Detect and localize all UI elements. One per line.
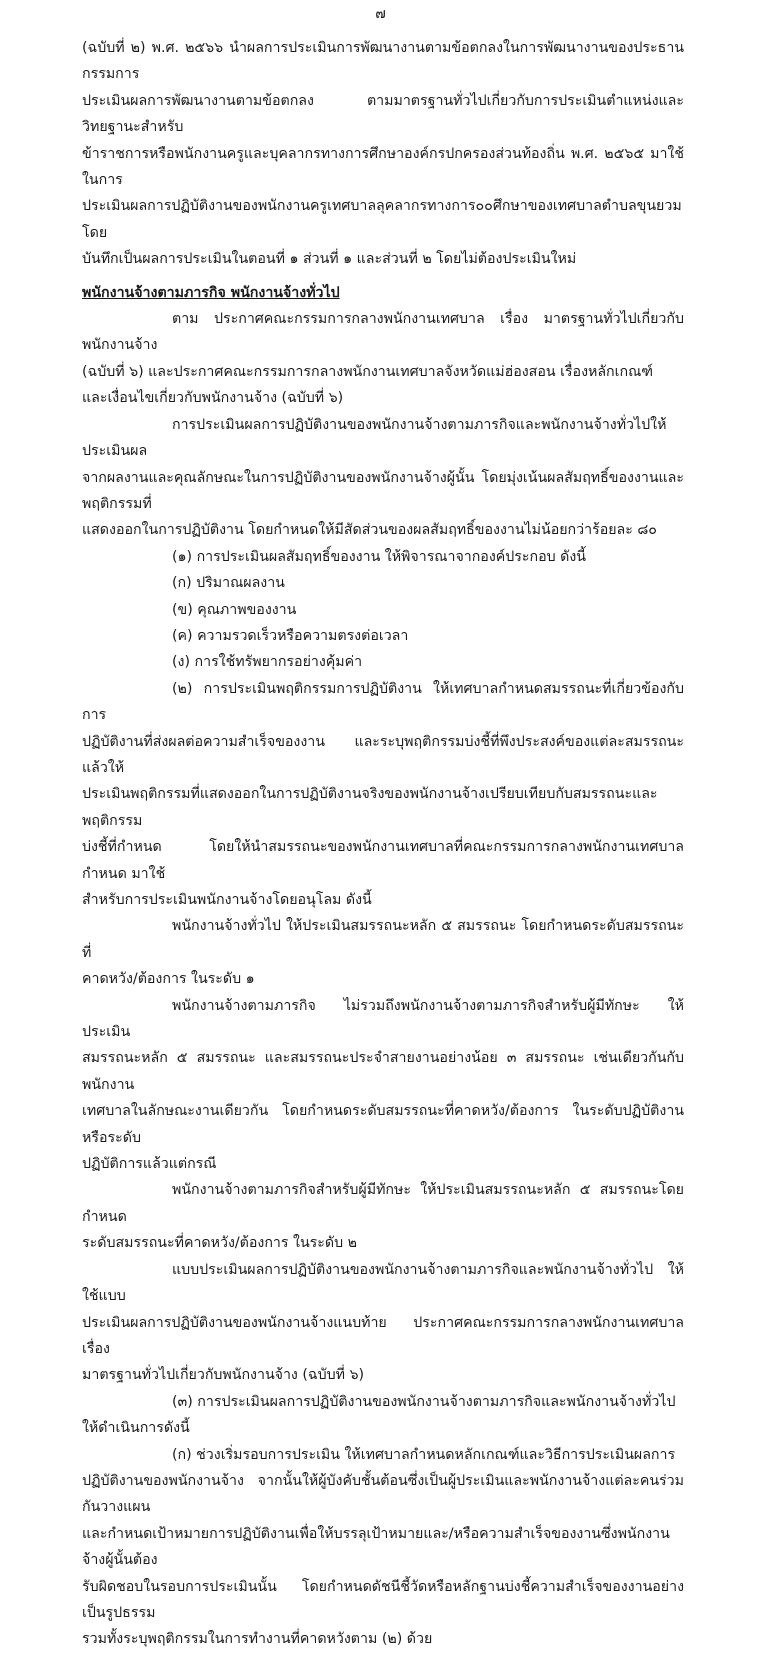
text-line: จากผลงานและคุณลักษณะในการปฏิบัติงานของพนักงานจ้างผู้นั้น โดยมุ่งเน้นผลสัมฤทธิ์ของงานและพฤติกรรมที่ [82, 469, 684, 512]
text-line: ข้าราชการหรือพนักงานครูและบุคลากรทางการศึกษาองค์กรปกครองส่วนท้องถิ่น พ.ศ. ๒๕๖๕ มาใช้ในการ [82, 145, 684, 189]
text-line: สำหรับการประเมินพนักงานจ้างโดยอนุโลม ดังนี้ [82, 892, 372, 908]
text-line: (๒) การประเมินพฤติกรรมการปฏิบัติงาน ให้เทศบาลกำหนดสมรรถนะที่เกี่ยวข้องกับการ [82, 680, 684, 724]
text-line: พนักงานจ้างทั่วไป ให้ประเมินสมรรถนะหลัก ๕ สมรรถนะ โดยกำหนดระดับสมรรถนะที่ [82, 918, 684, 961]
text-line: (ค) ความรวดเร็วหรือความตรงต่อเวลา [172, 627, 409, 644]
text-line: แบบประเมินผลการปฏิบัติงานของพนักงานจ้างตามภารกิจและพนักงานจ้างทั่วไป ให้ใช้แบบ [82, 1261, 684, 1305]
text-line: คาดหวัง/ต้องการ ในระดับ ๑ [82, 971, 255, 988]
text-line: การประเมินผลการปฏิบัติงานของพนักงานจ้างตามภารกิจและพนักงานจ้างทั่วไปให้ประเมินผล [82, 416, 667, 460]
text-line: รับผิดชอบในรอบการประเมินนั้น โดยกำหนดดัชนีชี้วัดหรือหลักฐานบ่งชี้ความสำเร็จของงานอย่างเป็นรูปธรรม [82, 1578, 684, 1621]
text-line: (ฉบับที่ ๖) และประกาศคณะกรรมการกลางพนักงานเทศบาลจังหวัดแม่ฮ่องสอน เรื่องหลักเกณฑ์ [82, 363, 654, 380]
text-line: รวมทั้งระบุพฤติกรรมในการทำงานที่คาดหวังตาม (๒) ด้วย [82, 1631, 433, 1648]
text-line: และเงื่อนไขเกี่ยวกับพนักงานจ้าง (ฉบับที่ ๖) [82, 390, 344, 407]
text-line: และกำหนดเป้าหมายการปฏิบัติงานเพื่อให้บรรลุเป้าหมายและ/หรือความสำเร็จของงานซึ่งพนักงานจ้างผู้นั้นต้อง [82, 1525, 670, 1569]
page-number: ๗ [375, 6, 386, 22]
text-line: ปฏิบัติงานของพนักงานจ้าง จากนั้นให้ผู้บังคับชั้นต้อนซึ่งเป็นผู้ประเมินและพนักงานจ้างแต่ละคนร่วมกันวางแผน [82, 1472, 684, 1516]
text-line: ประเมินผลการพัฒนางานตามข้อตกลง ตามมาตรฐานทั่วไปเกี่ยวกับการประเมินตำแหน่งและวิทยฐานะสำหรับ [82, 92, 684, 136]
section-heading: พนักงานจ้างตามภารกิจ พนักงานจ้างทั่วไป [82, 284, 340, 301]
text-line: (๓) การประเมินผลการปฏิบัติงานของพนักงานจ้างตามภารกิจและพนักงานจ้างทั่วไป [172, 1393, 676, 1410]
text-line: (ก) ปริมาณผลงาน [172, 575, 285, 592]
text-line: ประเมินผลการปฏิบัติงานของพนักงานครูเทศบาลลุคลากรทางการ๐๐ศึกษาของเทศบาลตำบลขุนยวม โดย [82, 198, 682, 241]
text-line: บ่งชี้ที่กำหนด โดยให้นำสมรรถนะของพนักงานเทศบาลที่คณะกรรมการกลางพนักงานเทศบาลกำหนด มาใช้ [82, 839, 684, 882]
text-line: (ก) ช่วงเริ่มรอบการประเมิน ให้เทศบาลกำหนดหลักเกณฑ์และวิธีการประเมินผลการ [172, 1446, 676, 1463]
text-line: บันทึกเป็นผลการประเมินในตอนที่ ๑ ส่วนที่ ๑ และส่วนที่ ๒ โดยไม่ต้องประเมินใหม่ [82, 251, 577, 268]
text-line: ให้ดำเนินการดังนี้ [82, 1420, 190, 1437]
text-line: ระดับสมรรถนะที่คาดหวัง/ต้องการ ในระดับ ๒ [82, 1235, 357, 1252]
intro-paragraph [82, 35, 684, 273]
text-line: ปฏิบัติงานที่ส่งผลต่อความสำเร็จของงาน และระบุพฤติกรรมบ่งชี้ที่พึงประสงค์ของแต่ละสมรรถนะแล้วให้ [82, 733, 684, 776]
text-line: (ง) การใช้ทรัพยากรอย่างคุ้มค่า [172, 654, 363, 671]
text-line: ปฏิบัติการแล้วแต่กรณี [82, 1156, 217, 1173]
text-line: แสดงออกในการปฏิบัติงาน โดยกำหนดให้มีสัดส่วนของผลสัมฤทธิ์ของงานไม่น้อยกว่าร้อยละ ๘๐ [82, 522, 657, 539]
text-line: (ข) คุณภาพของงาน [172, 601, 297, 618]
text-line: ประเมินพฤติกรรมที่แสดงออกในการปฏิบัติงานจริงของพนักงานจ้างเปรียบเทียบกับสมรรถนะและพฤติกรรม [82, 786, 658, 829]
text-line: สมรรถนะหลัก ๕ สมรรถนะ และสมรรถนะประจำสายงานอย่างน้อย ๓ สมรรถนะ เช่นเดียวกันกับพนักงาน [82, 1050, 684, 1093]
text-line: (ฉบับที่ ๒) พ.ศ. ๒๕๖๖ นำผลการประเมินการพัฒนางานตามข้อตกลงในการพัฒนางานของประธานกรรมการ [82, 40, 684, 83]
text-line: พนักงานจ้างตามภารกิจ ไม่รวมถึงพนักงานจ้างตามภารกิจสำหรับผู้มีทักษะ ให้ประเมิน [82, 997, 684, 1041]
document-body [82, 0, 684, 1673]
text-line: (๑) การประเมินผลสัมฤทธิ์ของงาน ให้พิจารณาจากองค์ประกอบ ดังนี้ [172, 548, 586, 565]
text-line: ตาม ประกาศคณะกรรมการกลางพนักงานเทศบาล เรื่อง มาตรฐานทั่วไปเกี่ยวกับพนักงานจ้าง [82, 311, 684, 354]
text-line: ประเมินผลการปฏิบัติงานของพนักงานจ้างแนบท้าย ประกาศคณะกรรมการกลางพนักงานเทศบาล เรื่อง [82, 1314, 684, 1357]
section-body [82, 306, 684, 1653]
text-line: เทศบาลในลักษณะงานเดียวกัน โดยกำหนดระดับสมรรถนะที่คาดหวัง/ต้องการ ในระดับปฏิบัติงาน หรือระดับ [82, 1103, 684, 1146]
text-line: พนักงานจ้างตามภารกิจสำหรับผู้มีทักษะ ให้ประเมินสมรรถนะหลัก ๕ สมรรถนะโดยกำหนด [82, 1182, 684, 1225]
text-line: มาตรฐานทั่วไปเกี่ยวกับพนักงานจ้าง (ฉบับที่ ๖) [82, 1367, 364, 1384]
